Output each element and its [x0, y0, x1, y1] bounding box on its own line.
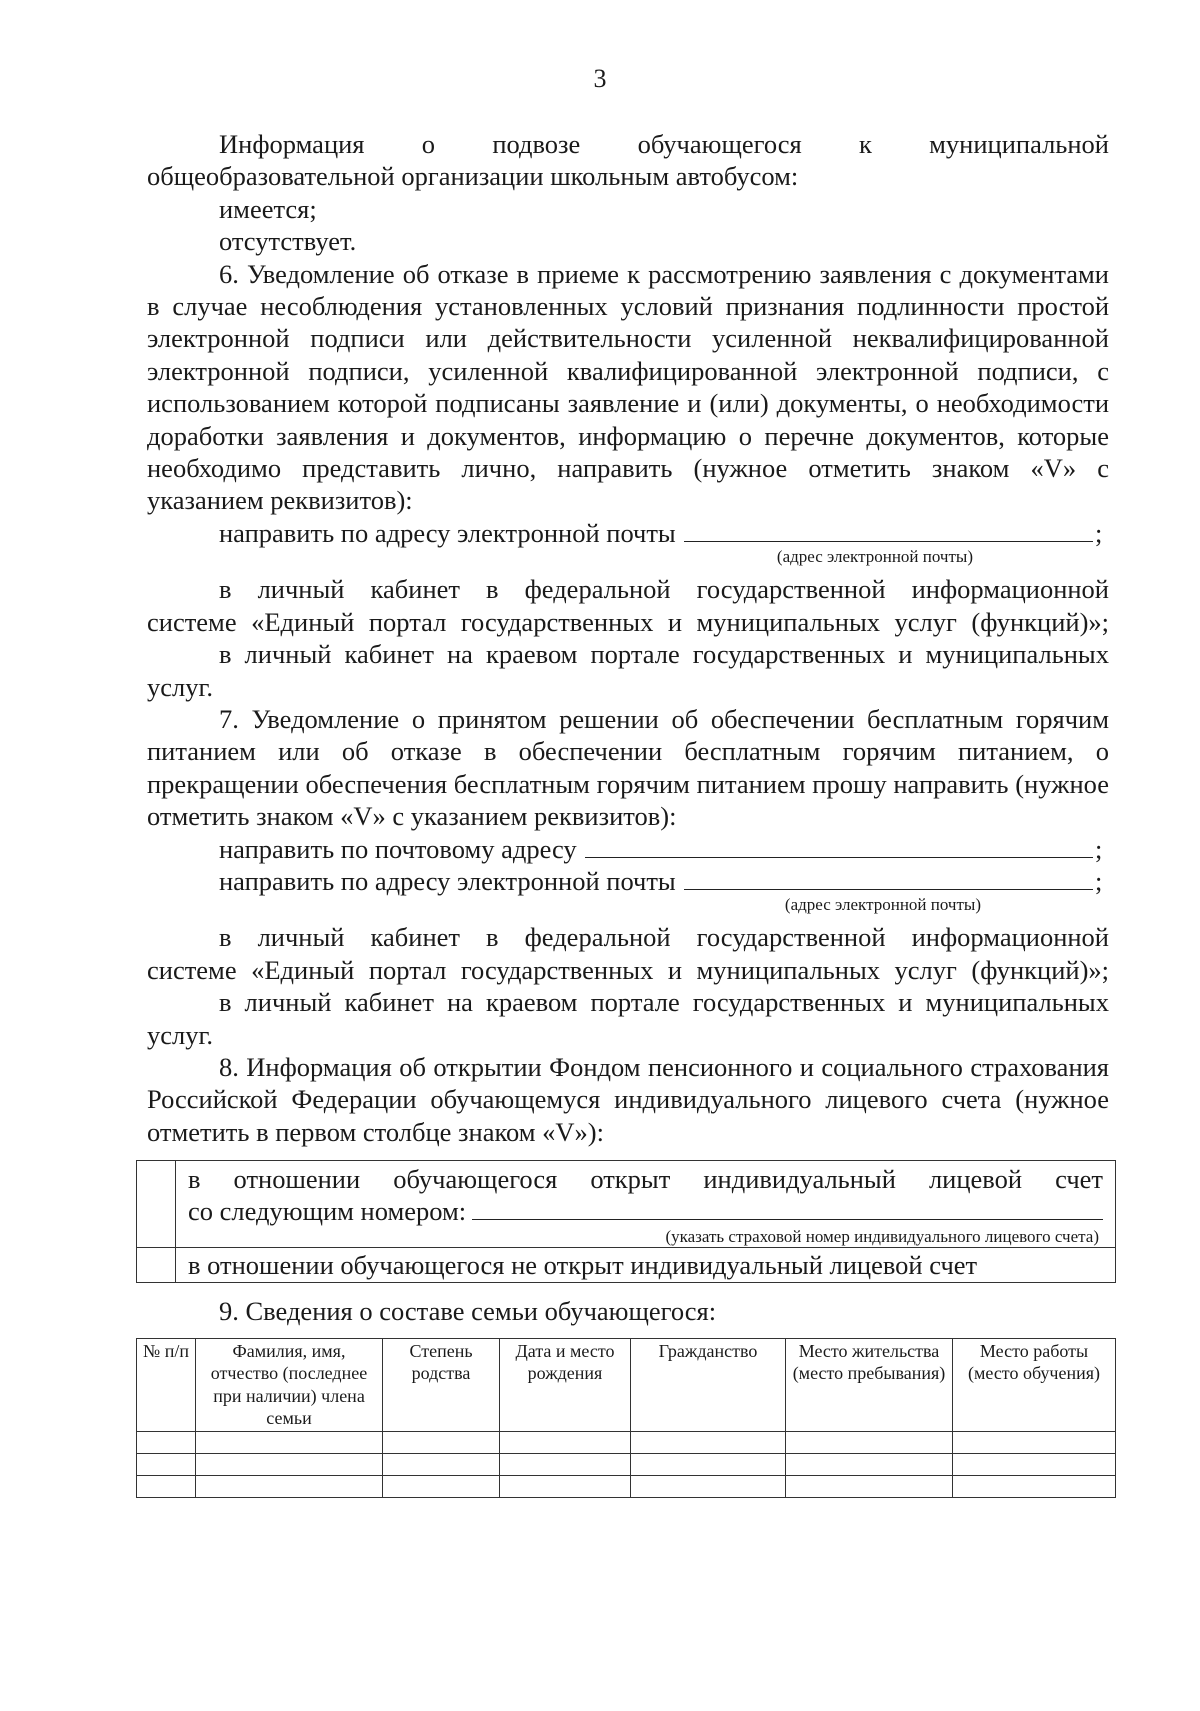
- s6-gosuslugi-line-1: в личный кабинет в федеральной государственной информационной: [219, 574, 1109, 605]
- s7-email-field[interactable]: направить по адресу электронной почты ;: [219, 865, 1103, 896]
- s7-postal-blank[interactable]: [585, 835, 1093, 858]
- section-9-heading: 9. Сведения о составе семьи обучающегося:: [219, 1296, 717, 1327]
- document-body: [143, 128, 1109, 1498]
- account-open-line-2: со следующим номером:: [188, 1196, 467, 1227]
- account-open-checkbox-cell[interactable]: [137, 1161, 176, 1248]
- account-open-line-1: в отношении обучающегося открыт индивидуальный лицевой счет: [188, 1164, 1103, 1195]
- section-8-text: 8. Информация об открытии Фондом пенсионного и социального страхования Российской Федерации обучающемуся индивидуального лицевого счета (нужное отметить в первом столбце знаком «V»):: [147, 1051, 1109, 1147]
- cell-citizenship[interactable]: [631, 1453, 786, 1475]
- cell-workplace[interactable]: [953, 1475, 1116, 1497]
- family-table-row: [137, 1453, 1116, 1475]
- cell-relationship[interactable]: [383, 1431, 500, 1453]
- family-table-row: [137, 1431, 1116, 1453]
- s6-email-blank[interactable]: [684, 519, 1093, 542]
- cell-residence[interactable]: [786, 1475, 953, 1497]
- cell-full-name[interactable]: [196, 1475, 383, 1497]
- page-number: 3: [593, 64, 607, 93]
- s7-email-label: направить по адресу электронной почты: [219, 865, 676, 896]
- col-number: № п/п: [137, 1338, 196, 1431]
- s7-email-blank[interactable]: [684, 867, 1093, 890]
- cell-relationship[interactable]: [383, 1475, 500, 1497]
- cell-number[interactable]: [137, 1475, 196, 1497]
- col-workplace: Место работы (место обучения): [953, 1338, 1116, 1431]
- s7-regional-line-1: в личный кабинет на краевом портале государственных и муниципальных: [219, 987, 1109, 1018]
- account-option-not-open: [137, 1248, 1116, 1283]
- cell-relationship[interactable]: [383, 1453, 500, 1475]
- cell-birth[interactable]: [500, 1431, 631, 1453]
- s7-regional-line-2: услуг.: [147, 1019, 213, 1050]
- cell-citizenship[interactable]: [631, 1431, 786, 1453]
- s6-gosuslugi-line-2: системе «Единый портал государственных и муниципальных услуг (функций)»;: [147, 606, 1109, 637]
- cell-birth[interactable]: [500, 1453, 631, 1475]
- transport-option-absent: отсутствует.: [219, 226, 357, 257]
- col-residence: Место жительства (место пребывания): [786, 1338, 953, 1431]
- col-full-name: Фамилия, имя, отчество (последнее при наличии) члена семьи: [196, 1338, 383, 1431]
- col-relationship: Степень родства: [383, 1338, 500, 1431]
- cell-residence[interactable]: [786, 1453, 953, 1475]
- account-number-blank[interactable]: [472, 1197, 1103, 1220]
- transport-line-1: Информация о подвозе обучающегося к муниципальной: [219, 129, 1109, 159]
- cell-workplace[interactable]: [953, 1453, 1116, 1475]
- s7-postal-field[interactable]: направить по почтовому адресу ;: [219, 833, 1103, 864]
- section-6-text: 6. Уведомление об отказе в приеме к рассмотрению заявления с документами в случае несоблюдения установленных условий признания подлинности простой электронной подписи или действительности усиленной неквалифицированной электронной подписи, усиленной квалифицированной электронной подписи, с использованием которой подписаны заявление и (или) документы, о необходимости доработки заявления и документов, информацию о перечне документов, которые необходимо представить лично, направить (нужное отметить знаком «V» с указанием реквизитов):: [147, 258, 1109, 516]
- s6-email-label: направить по адресу электронной почты: [219, 517, 676, 548]
- col-citizenship: Гражданство: [631, 1338, 786, 1431]
- family-table-header: [137, 1338, 1116, 1431]
- transport-option-available: имеется;: [219, 193, 317, 224]
- cell-number[interactable]: [137, 1431, 196, 1453]
- transport-line-2: общеобразовательной организации школьным автобусом:: [147, 161, 799, 192]
- s7-gosuslugi-line-2: системе «Единый портал государственных и муниципальных услуг (функций)»;: [147, 954, 1109, 985]
- account-option-open: [137, 1161, 1116, 1248]
- cell-citizenship[interactable]: [631, 1475, 786, 1497]
- account-not-open-checkbox-cell[interactable]: [137, 1248, 176, 1283]
- s7-email-caption: (адрес электронной почты): [784, 895, 981, 915]
- cell-birth[interactable]: [500, 1475, 631, 1497]
- s6-email-caption: (адрес электронной почты): [776, 547, 973, 567]
- cell-residence[interactable]: [786, 1431, 953, 1453]
- account-not-open-text: в отношении обучающегося не открыт индивидуальный лицевой счет: [176, 1248, 1116, 1283]
- s7-postal-label: направить по почтовому адресу: [219, 833, 577, 864]
- s7-gosuslugi-line-1: в личный кабинет в федеральной государственной информационной: [219, 922, 1109, 953]
- cell-workplace[interactable]: [953, 1431, 1116, 1453]
- cell-full-name[interactable]: [196, 1431, 383, 1453]
- cell-full-name[interactable]: [196, 1453, 383, 1475]
- s6-regional-line-1: в личный кабинет на краевом портале государственных и муниципальных: [219, 639, 1109, 670]
- s6-regional-line-2: услуг.: [147, 671, 213, 702]
- account-number-field[interactable]: [188, 1195, 1103, 1227]
- col-birth: Дата и место рождения: [500, 1338, 631, 1431]
- account-number-caption: (указать страховой номер индивидуального лицевого счета): [665, 1227, 1099, 1247]
- cell-number[interactable]: [137, 1453, 196, 1475]
- family-composition-table: [136, 1338, 1116, 1498]
- family-table-row: [137, 1475, 1116, 1497]
- section-7-text: 7. Уведомление о принятом решении об обеспечении бесплатным горячим питанием или об отказе в обеспечении бесплатным горячим питанием, о прекращении обеспечения бесплатным горячим питанием прошу направить (нужное отметить знаком «V» с указанием реквизитов):: [147, 703, 1109, 832]
- s6-email-field[interactable]: направить по адресу электронной почты ;: [219, 517, 1103, 548]
- account-options-table: [136, 1160, 1116, 1283]
